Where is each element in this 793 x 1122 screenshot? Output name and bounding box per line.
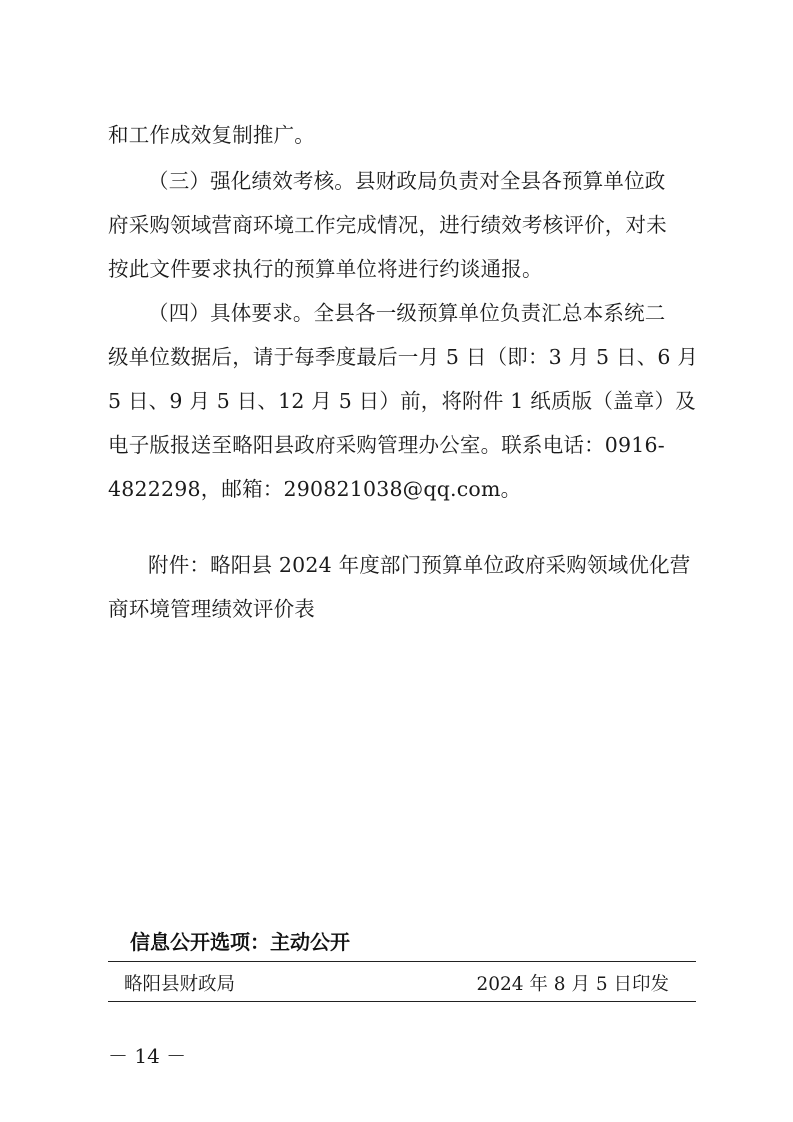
body-line: 和工作成效复制推广。: [108, 123, 315, 147]
body-line: 府采购领域营商环境工作完成情况，进行绩效考核评价，对未: [108, 213, 667, 237]
issue-date: 2024 年 8 月 5 日印发: [476, 974, 669, 995]
body-line: 4822298，邮箱：290821038@qq.com。: [108, 477, 522, 501]
body-line: 按此文件要求执行的预算单位将进行约谈通报。: [108, 257, 543, 281]
body-line: 5 日、9 月 5 日、12 月 5 日）前，将附件 1 纸质版（盖章）及: [108, 389, 696, 413]
body-line: 电子版报送至略阳县政府采购管理办公室。联系电话：0916-: [108, 433, 665, 457]
issuer: 略阳县财政局: [124, 974, 236, 995]
body-line: （四）具体要求。全县各一级预算单位负责汇总本系统二: [148, 301, 666, 325]
attachment-line: 商环境管理绩效评价表: [108, 597, 315, 621]
attachment-line: 附件：略阳县 2024 年度部门预算单位政府采购领域优化营: [148, 553, 691, 577]
page-number: － 14 －: [108, 1044, 187, 1068]
disclosure-option: 信息公开选项：主动公开: [130, 930, 350, 954]
footer-top-rule: [108, 961, 696, 962]
body-line: （三）强化绩效考核。县财政局负责对全县各预算单位政: [148, 169, 666, 193]
body-line: 级单位数据后，请于每季度最后一月 5 日（即：3 月 5 日、6 月: [108, 345, 699, 369]
footer-bottom-rule: [108, 1001, 696, 1002]
